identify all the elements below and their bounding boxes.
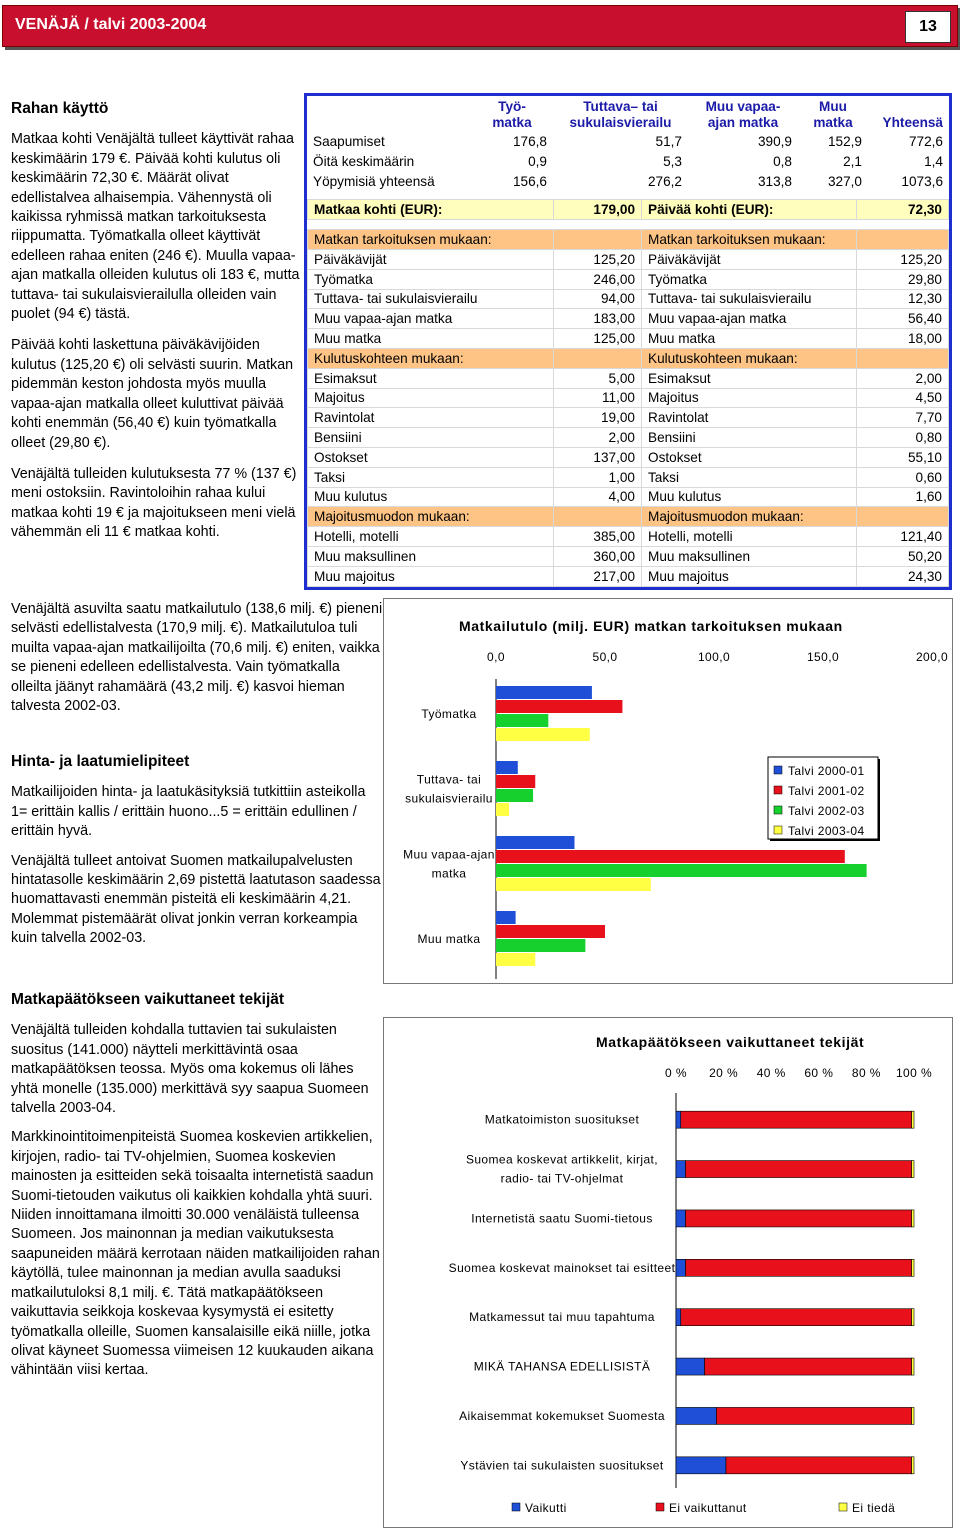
cell-value [857,230,949,250]
table-row [308,388,949,408]
legend-swatch [774,786,782,794]
x-tick-label: 0,0 [487,650,505,664]
cell-value: 7,70 [857,408,949,428]
bar-2-3 [912,1259,914,1276]
category-label: Aikaisemmat kokemukset Suomesta [459,1408,665,1423]
bar-3-0 [496,728,590,741]
x-tick-label: 200,0 [915,650,949,664]
bar-0-0 [496,686,592,699]
cell-value: 0,80 [857,428,949,448]
arrivals-table [307,96,949,191]
bar-3-3 [496,953,535,966]
cell-label: Ostokset [308,447,554,467]
paragraph: Matkailijoiden hinta- ja laatukäsityksiä tutkittiin asteikolla 1= erittäin kallis / erittäin huono...5 = erittäin edullinen / erittäin hyvä. [11,784,366,840]
cell-label: Bensiini [308,428,554,448]
x-tick-label: 100,0 [697,650,731,664]
column-header: Yhteensä [882,115,943,130]
category-label: Muu matka [417,932,481,946]
paragraph: Venäjältä tulleiden kohdalla tuttavien tai sukulaisten suositus (141.000) näytteli merkittävintä osaa matkapäätöksen teossa. Myös oma kokemus oli lähes yhtä monelle (135.000) merkittävä syy saapua Suomeen talvella 2003-04. [11,1022,369,1117]
cell-value: 0,60 [857,467,949,487]
bar-3-1 [496,803,509,816]
cell: 327,0 [827,173,862,189]
header-title: VENÄJÄ / talvi 2003-2004 [15,16,207,33]
cell-label: Muu kulutus [308,487,554,507]
bar-1-1 [496,775,535,788]
legend-label: Talvi 2000-01 [788,764,865,778]
table-row [308,428,949,448]
cell: 0,8 [773,154,792,170]
page-header [2,5,958,47]
category-label: MIKÄ TAHANSA EDELLISISTÄ [473,1359,651,1374]
cell-value: 19,00 [554,408,642,428]
cell-value: 50,20 [857,546,949,566]
cell-value: 121,40 [857,527,949,547]
row-label: Yöpymisiä yhteensä [313,173,435,189]
column-header: Työ- matka [492,99,532,130]
cell-value: 29,80 [857,269,949,289]
cell-value [857,348,949,368]
bar-0-7 [676,1457,726,1474]
paragraph: Päivää kohti laskettuna päiväkävijöiden kulutus (125,20 €) oli selvästi suurin. Matkan pidemmän keston johdosta myös muulla vapaa-ajan matkalla olleet kuluttivat päivää kohti enemmän (56,40 €) kuin työmatkalla olleet (29,80 €). [11,337,294,451]
x-tick-label: 150,0 [806,650,840,664]
bar-2-0 [912,1111,914,1128]
x-tick-label: 40 % [756,1066,786,1080]
cell-value: 2,00 [554,428,642,448]
category-label: Suomea koskevat mainokset tai esitteet [448,1260,676,1275]
cell: 1,4 [924,154,943,170]
cell-label: Esimaksut [642,368,857,388]
cell-label: Työmatka [642,269,857,289]
bar-2-3 [496,939,585,952]
category-label: Matkatoimiston suositukset [484,1112,640,1127]
chart-matkapaatos [383,1017,953,1528]
spending-subheader-row [308,230,949,250]
cell-label: Majoitusmuodon mukaan: [642,507,857,527]
cell-value: 2,00 [857,368,949,388]
bar-1-0 [496,700,622,713]
bar-1-0 [681,1111,912,1128]
x-tick-label: 20 % [709,1066,739,1080]
cell-value: 137,00 [554,447,642,467]
cell: 313,8 [757,173,792,189]
table-row [308,408,949,428]
table-row [308,467,949,487]
cell-label: Bensiini [642,428,857,448]
totals-value: 72,30 [857,200,949,220]
category-label: Suomea koskevat artikkelit, kirjat, radio- tai TV-ohjelmat [465,1152,659,1186]
paragraph: Venäjältä tulleet antoivat Suomen matkailupalvelusten hintatasolle keskimäärin 2,69 pistettä laatutason saadessa huomattavasti enemmän pisteitä eli keskimäärin 4,21. Molemmat pistemäärät olivat jonkin verran korkeampia kuin talvella 2002-03. [11,852,381,947]
cell: 276,2 [647,173,682,189]
cell-label: Muu kulutus [642,487,857,507]
bar-0-5 [676,1358,705,1375]
cell-value: 56,40 [857,309,949,329]
column-header: Muu vapaa- ajan matka [705,99,781,130]
statistics-table [304,93,952,590]
cell-value: 217,00 [554,566,642,586]
table-row [308,527,949,547]
table-row [307,132,949,152]
cell-label: Kulutuskohteen mukaan: [308,348,554,368]
cell-label: Kulutuskohteen mukaan: [642,348,857,368]
cell-value: 125,20 [857,249,949,269]
bar-0-6 [676,1407,716,1424]
bar-1-5 [705,1358,912,1375]
cell-value: 183,00 [554,309,642,329]
cell-label: Tuttava- tai sukulaisvierailu [308,289,554,309]
cell-value [857,507,949,527]
cell-label: Muu maksullinen [308,546,554,566]
chart-title: Matkapäätökseen vaikuttaneet tekijät [596,1034,865,1050]
bar-1-4 [681,1309,912,1326]
bar-1-6 [716,1407,911,1424]
legend-swatch [512,1503,520,1511]
section-heading: Hinta- ja laatumielipiteet [11,753,190,770]
section-matkapaatos [11,990,383,1391]
bar-2-2 [912,1210,914,1227]
cell-label: Ravintolat [308,408,554,428]
legend-swatch [839,1503,847,1511]
chart-matkapaatos-svg [384,1018,952,1527]
table-row [308,546,949,566]
cell-label: Muu maksullinen [642,546,857,566]
bar-2-4 [912,1309,914,1326]
cell-label: Ostokset [642,447,857,467]
cell: 152,9 [827,134,862,150]
category-label: Tuttava- tai sukulaisvierailu [405,772,493,806]
cell: 156,6 [512,173,547,189]
paragraph: Venäjältä tulleiden kulutuksesta 77 % (137 €) meni ostoksiin. Ravintoloihin rahaa kului matkaa kohti 19 € ja majoitukseen meni vielä vähemmän eli 11 € matkaa kohti. [11,465,297,541]
cell-value: 4,00 [554,487,642,507]
bar-2-7 [912,1457,914,1474]
bar-1-7 [726,1457,912,1474]
bar-0-4 [676,1309,681,1326]
section-heading: Matkapäätökseen vaikuttaneet tekijät [11,991,285,1008]
cell-value [554,230,642,250]
row-label: Öitä keskimäärin [313,154,415,170]
table-row [308,249,949,269]
cell-label: Taksi [308,467,554,487]
bar-3-2 [496,878,651,891]
column-header: Muu matka [813,99,853,130]
bar-2-1 [912,1161,914,1178]
cell: 2,1 [843,154,862,170]
legend-label: Talvi 2001-02 [788,784,865,798]
chart-matkailutulo-svg [384,599,952,983]
cell-label: Matkan tarkoituksen mukaan: [308,230,554,250]
paragraph: Matkaa kohti Venäjältä tulleet käyttivät rahaa keskimäärin 179 €. Päivää kohti kulutus oli keskimäärin 72,30 €. Määrät olivat edellistalvea alhaisempia. Vähennystä oli kaikissa ryhmissä matkan tarkoituksesta riippumatta. Työmatkalla olleet käyttivät edelleen rahaa eniten (246 €). Muulla vapaa-ajan matkalla olleiden kulutus oli 183 €, mutta tuttava- tai sukulaisvierailulla olleiden vain puolet (94 €) tästä. [11,131,300,323]
cell-label: Matkan tarkoituksen mukaan: [642,230,857,250]
section-matkailutulo [11,600,383,726]
table-row [308,447,949,467]
chart-title: Matkailutulo (milj. EUR) matkan tarkoituksen mukaan [459,618,843,634]
legend-label: Talvi 2003-04 [788,824,865,838]
legend-swatch [774,826,782,834]
bar-1-1 [686,1161,912,1178]
totals-label: Matkaa kohti (EUR): [308,200,554,220]
cell-label: Ravintolat [642,408,857,428]
cell-label: Taksi [642,467,857,487]
legend-swatch [656,1503,664,1511]
cell-label: Päiväkävijät [308,249,554,269]
cell-value: 12,30 [857,289,949,309]
legend-swatch [774,766,782,774]
cell: 176,8 [512,134,547,150]
cell-value: 24,30 [857,566,949,586]
cell-value: 18,00 [857,329,949,349]
bar-0-2 [496,836,574,849]
category-label: Työmatka [421,707,477,721]
spending-subheader-row [308,348,949,368]
spending-table [307,199,949,586]
cell-label: Muu vapaa-ajan matka [308,309,554,329]
table-row [308,309,949,329]
table-row [308,566,949,586]
cell-label: Hotelli, motelli [308,527,554,547]
cell-value: 125,20 [554,249,642,269]
spending-subheader-row [308,507,949,527]
row-label: Saapumiset [313,134,385,150]
cell-label: Majoitusmuodon mukaan: [308,507,554,527]
bar-0-0 [676,1111,681,1128]
chart-matkailutulo [383,598,953,984]
cell-label: Muu majoitus [642,566,857,586]
x-tick-label: 100 % [895,1066,933,1080]
cell-label: Muu majoitus [308,566,554,586]
cell-label: Hotelli, motelli [642,527,857,547]
cell-label: Majoitus [308,388,554,408]
paragraph: Venäjältä asuvilta saatu matkailutulo (138,6 milj. €) pieneni selvästi edellistalvesta (170,9 milj. €). Matkailutuloa tuli muilta vapaa-ajan matkailijoilta (70,6 milj. €) eniten, vaikka se pieneni edelleen edellistalvesta. Vain työmatkalla olleilta jäänyt rahamäärä (43,2 milj. €) kasvoi hieman talvesta 2002-03. [11,601,383,715]
totals-row [308,200,949,220]
bar-0-1 [676,1161,686,1178]
cell-value: 1,00 [554,467,642,487]
bar-1-3 [496,925,605,938]
category-label: Ystävien tai sukulaisten suositukset [460,1458,664,1473]
bar-0-3 [676,1259,686,1276]
column-header: Tuttava– tai sukulaisvierailu [569,99,672,130]
table-row [308,487,949,507]
legend-swatch [774,806,782,814]
legend-label: Talvi 2002-03 [788,804,865,818]
table-row [308,368,949,388]
cell-value: 246,00 [554,269,642,289]
bar-1-2 [686,1210,912,1227]
bar-2-5 [912,1358,914,1375]
cell-label: Työmatka [308,269,554,289]
cell: 51,7 [655,134,682,150]
table-row [307,152,949,172]
page-number: 13 [905,11,951,43]
cell: 390,9 [757,134,792,150]
cell-value [554,507,642,527]
legend-label: Ei vaikuttanut [669,1501,747,1515]
cell-value: 125,00 [554,329,642,349]
cell-value: 94,00 [554,289,642,309]
cell-value [554,348,642,368]
cell-value: 360,00 [554,546,642,566]
cell-label: Muu matka [642,329,857,349]
spending-rows [308,230,949,586]
cell-label: Majoitus [642,388,857,408]
legend-label: Vaikutti [525,1501,567,1515]
totals-label: Päivää kohti (EUR): [642,200,857,220]
table-row [307,172,949,192]
category-label: Internetistä saatu Suomi-tietous [471,1211,653,1226]
table-row [308,269,949,289]
cell-value: 385,00 [554,527,642,547]
cell: 1073,6 [901,173,943,189]
cell-value: 11,00 [554,388,642,408]
table-header-row [307,96,949,132]
cell-value: 4,50 [857,388,949,408]
cell-value: 55,10 [857,447,949,467]
table-row [308,289,949,309]
cell-label: Muu vapaa-ajan matka [642,309,857,329]
bar-1-2 [496,850,845,863]
cell-label: Esimaksut [308,368,554,388]
cell-value: 5,00 [554,368,642,388]
section-rahan-kaytto [11,99,301,555]
x-tick-label: 0 % [665,1066,687,1080]
cell-label: Muu matka [308,329,554,349]
paragraph: Markkinointitoimenpiteistä Suomea koskevien artikkelien, kirjojen, radio- tai TV-ohjelmien, Suomea koskevien mainosten ja esitteiden sekä toisaalta internetistä saadun Suomi-tietouden vaikutus oli kaikkien kohdalla yhtä suuri. Niiden innoittamana ilmoitti 30.000 venäläistä tulleensa Suomeen. Jos mainonnan ja median vaikutuksesta saapuneiden määrä kerrotaan näiden matkailijoiden rahan käytöllä, tulee mainonnan ja median avulla saaduksi matkailutuloksi 8,1 milj. €. Tätä matkapäätökseen vaikuttavia seikkoja koskevaa kysymystä ei esitetty työmatkalla olleille, Suomen kansalaisille eikä niille, jotka olivat käyneet Suomessa viimeisen 12 kuukauden aikana vähintään viisi kertaa. [11,1129,380,1379]
cell: 772,6 [908,134,943,150]
cell: 5,3 [663,154,682,170]
bar-0-1 [496,761,518,774]
category-label: Muu vapaa-ajan matka [403,847,495,881]
bar-0-2 [676,1210,686,1227]
legend-label: Ei tiedä [852,1501,896,1515]
section-heading: Rahan käyttö [11,100,109,117]
bar-0-3 [496,911,516,924]
x-tick-label: 80 % [851,1066,881,1080]
category-label: Matkamessut tai muu tapahtuma [469,1310,655,1325]
bar-2-2 [496,864,867,877]
table-row [308,329,949,349]
bar-2-0 [496,714,548,727]
bar-2-1 [496,789,533,802]
totals-value: 179,00 [554,200,642,220]
cell-label: Tuttava- tai sukulaisvierailu [642,289,857,309]
bar-1-3 [686,1259,912,1276]
cell-value: 1,60 [857,487,949,507]
bar-2-6 [912,1407,914,1424]
cell-label: Päiväkävijät [642,249,857,269]
cell: 0,9 [528,154,547,170]
section-hinta [11,752,383,959]
x-tick-label: 60 % [804,1066,834,1080]
x-tick-label: 50,0 [592,650,618,664]
